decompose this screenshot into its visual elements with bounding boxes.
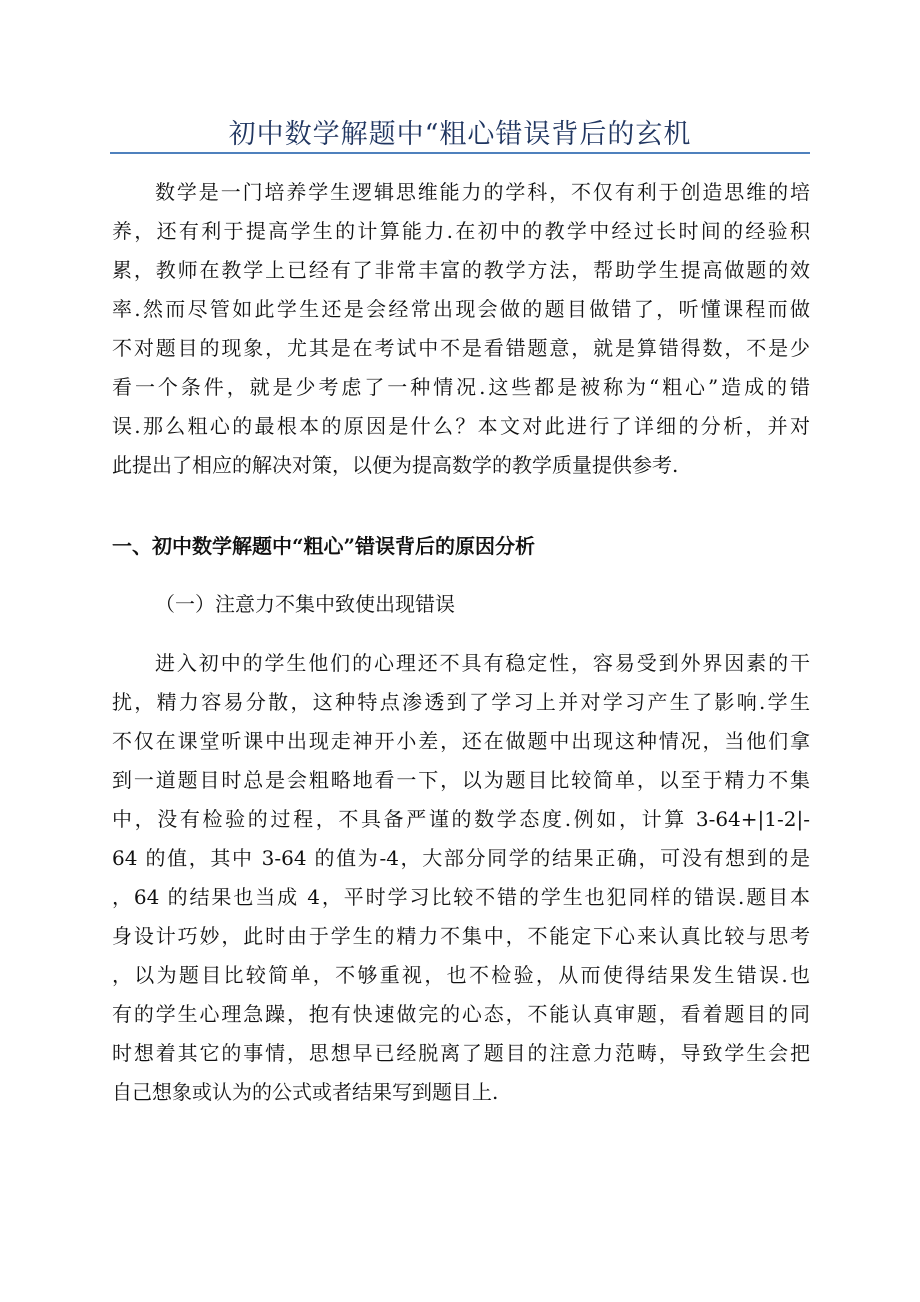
document-title: 初中数学解题中“粗心错误背后的玄机 bbox=[228, 119, 692, 150]
text-line: 看一个条件，就是少考虑了一种情况.这些都是被称为“粗心”造成的错 bbox=[112, 375, 810, 399]
section1-paragraph bbox=[112, 644, 810, 1112]
text-line: ，以为题目比较简单，不够重视，也不检验，从而使得结果发生错误.也 bbox=[112, 963, 810, 987]
text-line: ，64 的结果也当成 4，平时学习比较不错的学生也犯同样的错误.题目本 bbox=[112, 885, 810, 909]
intro-paragraph bbox=[112, 173, 810, 485]
section-heading: 一、初中数学解题中“粗心”错误背后的原因分析 bbox=[112, 534, 536, 558]
text-line: 进入初中的学生他们的心理还不具有稳定性，容易受到外界因素的干 bbox=[155, 651, 810, 675]
title-underline bbox=[110, 152, 810, 154]
text-line: 自己想象或认为的公式或者结果写到题目上. bbox=[112, 1080, 499, 1104]
text-line: 到一道题目时总是会粗略地看一下，以为题目比较简单，以至于精力不集 bbox=[112, 768, 810, 792]
text-line: 率.然而尽管如此学生还是会经常出现会做的题目做错了，听懂课程而做 bbox=[112, 297, 810, 321]
text-line: 养，还有利于提高学生的计算能力.在初中的教学中经过长时间的经验积 bbox=[112, 219, 810, 243]
text-line: 时想着其它的事情，思想早已经脱离了题目的注意力范畴，导致学生会把 bbox=[112, 1041, 810, 1065]
text-line: 有的学生心理急躁，抱有快速做完的心态，不能认真审题，看着题目的同 bbox=[112, 1002, 810, 1026]
text-line: 扰，精力容易分散，这种特点渗透到了学习上并对学习产生了影响.学生 bbox=[112, 690, 810, 714]
text-line: 不对题目的现象，尤其是在考试中不是看错题意，就是算错得数，不是少 bbox=[112, 336, 810, 360]
text-line: 不仅在课堂听课中出现走神开小差，还在做题中出现这种情况，当他们拿 bbox=[112, 729, 810, 753]
subsection-heading: （一）注意力不集中致使出现错误 bbox=[155, 592, 455, 616]
text-line: 数学是一门培养学生逻辑思维能力的学科，不仅有利于创造思维的培 bbox=[155, 180, 810, 204]
text-line: 身设计巧妙，此时由于学生的精力不集中，不能定下心来认真比较与思考 bbox=[112, 924, 810, 948]
text-line: 此提出了相应的解决对策，以便为提高数学的教学质量提供参考. bbox=[112, 453, 679, 477]
text-line: 累，教师在教学上已经有了非常丰富的教学方法，帮助学生提高做题的效 bbox=[112, 258, 810, 282]
text-line: 中，没有检验的过程，不具备严谨的数学态度.例如，计算 3-64+|1-2|- bbox=[112, 807, 810, 831]
text-line: 64 的值，其中 3-64 的值为-4，大部分同学的结果正确，可没有想到的是 bbox=[112, 846, 810, 870]
text-line: 误.那么粗心的最根本的原因是什么？本文对此进行了详细的分析，并对 bbox=[112, 414, 810, 438]
